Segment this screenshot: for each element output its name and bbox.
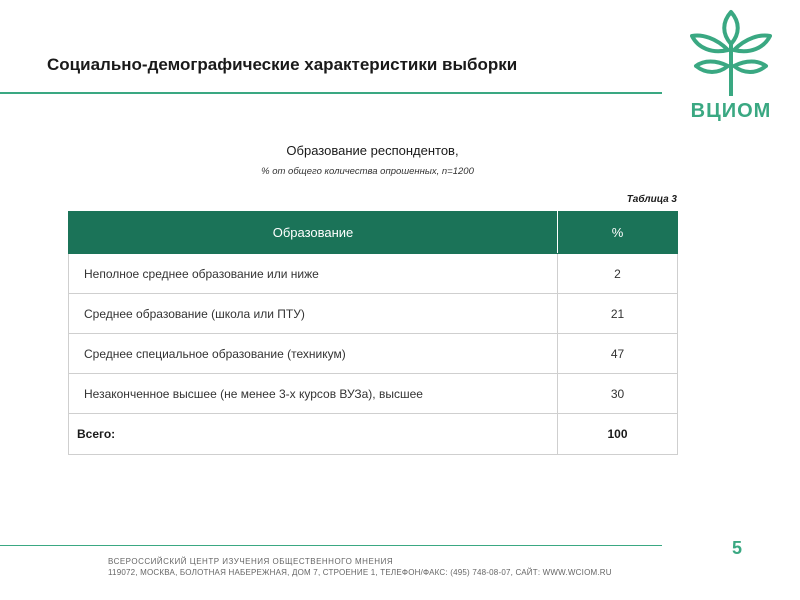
row-value: 21 <box>558 294 678 334</box>
total-value: 100 <box>558 414 678 455</box>
row-label: Незаконченное высшее (не менее 3-х курсов ВУЗа), высшее <box>69 374 558 414</box>
table-row <box>69 334 678 374</box>
table-row <box>69 254 678 294</box>
row-label: Неполное среднее образование или ниже <box>69 254 558 294</box>
education-table <box>68 211 678 455</box>
table-label: Таблица 3 <box>626 194 677 205</box>
row-value: 2 <box>558 254 678 294</box>
row-value: 47 <box>558 334 678 374</box>
page-number: 5 <box>731 538 742 558</box>
column-header-percent: % <box>558 212 678 254</box>
footer-divider <box>0 545 662 546</box>
wciom-logo <box>676 4 786 124</box>
table-subtitle: % от общего количества опрошенных, n=1200 <box>261 166 474 177</box>
table-row <box>69 294 678 334</box>
logo-text: ВЦИОМ <box>690 100 772 122</box>
table-header-row <box>69 212 678 254</box>
slide-title: Социально-демографические характеристики выборки <box>47 55 518 74</box>
row-label: Среднее специальное образование (техникум) <box>69 334 558 374</box>
header-divider <box>0 92 662 94</box>
footer-organization: ВСЕРОССИЙСКИЙ ЦЕНТР ИЗУЧЕНИЯ ОБЩЕСТВЕННОГО МНЕНИЯ <box>108 557 394 566</box>
tree-icon <box>686 4 776 100</box>
column-header-education: Образование <box>69 212 558 254</box>
row-value: 30 <box>558 374 678 414</box>
table-row <box>69 374 678 414</box>
total-row <box>69 414 678 455</box>
table-title: Образование респондентов, <box>286 143 459 158</box>
row-label: Среднее образование (школа или ПТУ) <box>69 294 558 334</box>
footer-address: 119072, МОСКВА, БОЛОТНАЯ НАБЕРЕЖНАЯ, ДОМ 7, СТРОЕНИЕ 1, ТЕЛЕФОН/ФАКС: (495) 748-08-07, САЙТ: WWW.WCIOM.RU <box>108 568 612 577</box>
total-label: Всего: <box>69 414 558 455</box>
